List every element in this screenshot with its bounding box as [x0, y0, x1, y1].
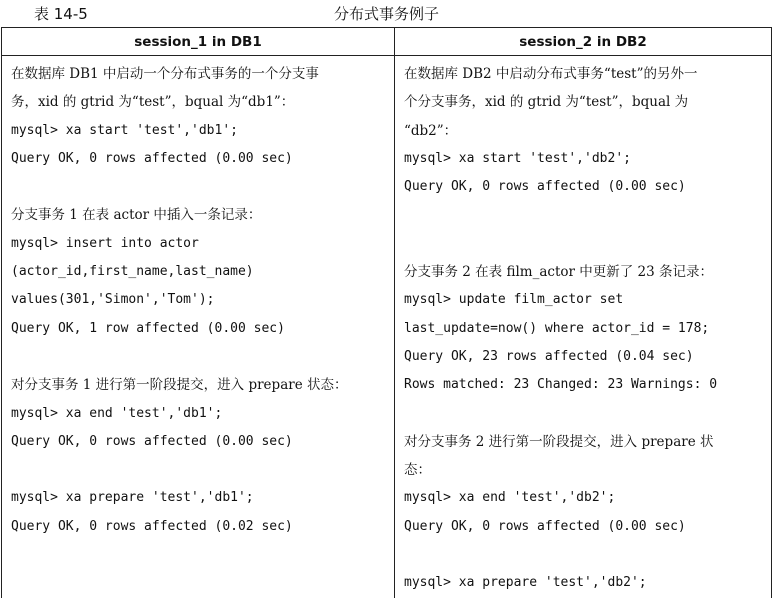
session-1-blank-line [11, 343, 388, 371]
session-2-code-line: mysql> update film_actor set [404, 292, 624, 308]
session-1-text-line: 分支事务 1 在表 actor 中插入一条记录： [11, 207, 262, 224]
session-2-text-line: 在数据库 DB2 中启动分布式事务“test”的另外一 [404, 66, 698, 82]
session-2-code-line: Query OK, 0 rows affected (0.00 sec) [404, 179, 686, 195]
session-1-blank-line [11, 173, 388, 201]
session-2-blank-line [404, 201, 765, 229]
table-title: 分布式事务例子 [333, 5, 439, 23]
session-2-code-line: Query OK, 0 rows affected (0.00 sec) [404, 518, 686, 534]
session-2-text-line: 对分支事务 2 进行第一阶段提交，进入 prepare 状 [404, 433, 714, 450]
session-2-blank-line [404, 400, 765, 428]
session-1-text-line: 务，xid 的 gtrid 为“test”，bqual 为“db1”： [11, 94, 295, 111]
session-2-text-line: 分支事务 2 在表 film_actor 中更新了 23 条记录： [404, 264, 714, 281]
table-row [2, 56, 772, 598]
session-2-text-line: 个分支事务，xid 的 gtrid 为“test”，bqual 为 [404, 94, 689, 111]
sessions-table [1, 27, 772, 598]
session-1-code-line: mysql> insert into actor [11, 235, 199, 251]
session-1-code-line: mysql> xa end 'test','db1'; [11, 405, 223, 421]
session-1-cell [2, 56, 395, 598]
session-1-code-line: Query OK, 0 rows affected (0.00 sec) [11, 433, 293, 449]
session-1-code-line: mysql> xa start 'test','db1'; [11, 122, 238, 138]
session-2-cell [395, 56, 772, 598]
session-1-text-line: 在数据库 DB1 中启动一个分布式事务的一个分支事 [11, 66, 319, 82]
header-session-1: session_1 in DB1 [2, 28, 395, 56]
session-1-code-line: Query OK, 1 row affected (0.00 sec) [11, 320, 285, 336]
session-2-code-line: last_update=now() where actor_id = 178; [404, 320, 710, 336]
table-number: 表 14-5 [34, 5, 88, 23]
session-1-text-line: 对分支事务 1 进行第一阶段提交，进入 prepare 状态： [11, 377, 348, 394]
session-2-code-line: mysql> xa end 'test','db2'; [404, 490, 616, 506]
session-2-code-line: mysql> xa start 'test','db2'; [404, 150, 631, 166]
session-1-code-line: values(301,'Simon','Tom'); [11, 292, 215, 308]
session-2-blank-line [404, 541, 765, 569]
header-session-2: session_2 in DB2 [395, 28, 772, 56]
session-1-blank-line [11, 456, 388, 484]
header-row [2, 28, 772, 56]
session-1-code-line: Query OK, 0 rows affected (0.00 sec) [11, 150, 293, 166]
session-2-code-line: mysql> xa prepare 'test','db2'; [404, 575, 647, 591]
session-2-text-line: “db2”： [404, 122, 458, 139]
table-caption [0, 4, 773, 26]
session-2-code-line: Query OK, 23 rows affected (0.04 sec) [404, 348, 694, 364]
session-2-code-line: Rows matched: 23 Changed: 23 Warnings: 0 [404, 377, 718, 393]
session-1-code-line: mysql> xa prepare 'test','db1'; [11, 490, 254, 506]
session-1-code-line: Query OK, 0 rows affected (0.02 sec) [11, 518, 293, 534]
session-1-code-line: (actor_id,first_name,last_name) [11, 264, 254, 280]
session-2-blank-line [404, 230, 765, 258]
session-2-text-line: 态： [404, 462, 431, 479]
